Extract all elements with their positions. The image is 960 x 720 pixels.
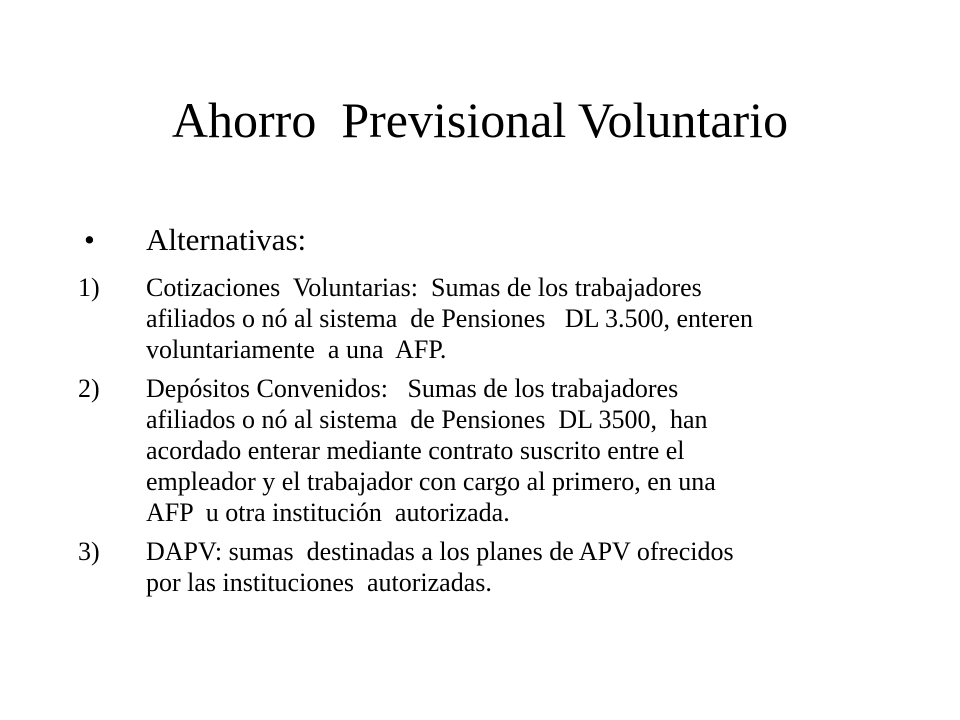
list-item-1 (78, 272, 898, 365)
list-item-line: AFP u otra institución autorizada. (146, 498, 510, 527)
slide-title: Ahorro Previsional Voluntario (171, 92, 789, 148)
list-item-text (146, 536, 734, 598)
list-item-line: voluntariamente a una AFP. (146, 335, 447, 364)
list-item-2 (78, 373, 898, 528)
list-item-line: acordado enterar mediante contrato suscrito entre el (146, 436, 685, 465)
slide-content (78, 222, 898, 606)
list-item-line: DAPV: sumas destinadas a los planes de APV ofrecidos (146, 537, 734, 566)
list-item-text (146, 272, 753, 365)
list-item-line: Depósitos Convenidos: Sumas de los trabajadores (146, 374, 679, 403)
bullet-item (78, 222, 898, 258)
bullet-icon: • (84, 222, 95, 257)
list-item-text (146, 373, 716, 528)
list-item-line: afiliados o nó al sistema de Pensiones DL 3.500, enteren (146, 304, 754, 333)
list-item-line: por las instituciones autorizadas. (146, 568, 492, 597)
list-item-number: 3) (78, 537, 100, 566)
list-item-3 (78, 536, 898, 598)
list-item-line: afiliados o nó al sistema de Pensiones DL 3500, han (146, 405, 708, 434)
list-item-line: Cotizaciones Voluntarias: Sumas de los trabajadores (146, 273, 702, 302)
list-item-line: empleador y el trabajador con cargo al primero, en una (146, 467, 716, 496)
list-item-number: 1) (78, 273, 100, 302)
bullet-text: Alternativas: (146, 222, 307, 257)
list-item-number: 2) (78, 374, 100, 403)
